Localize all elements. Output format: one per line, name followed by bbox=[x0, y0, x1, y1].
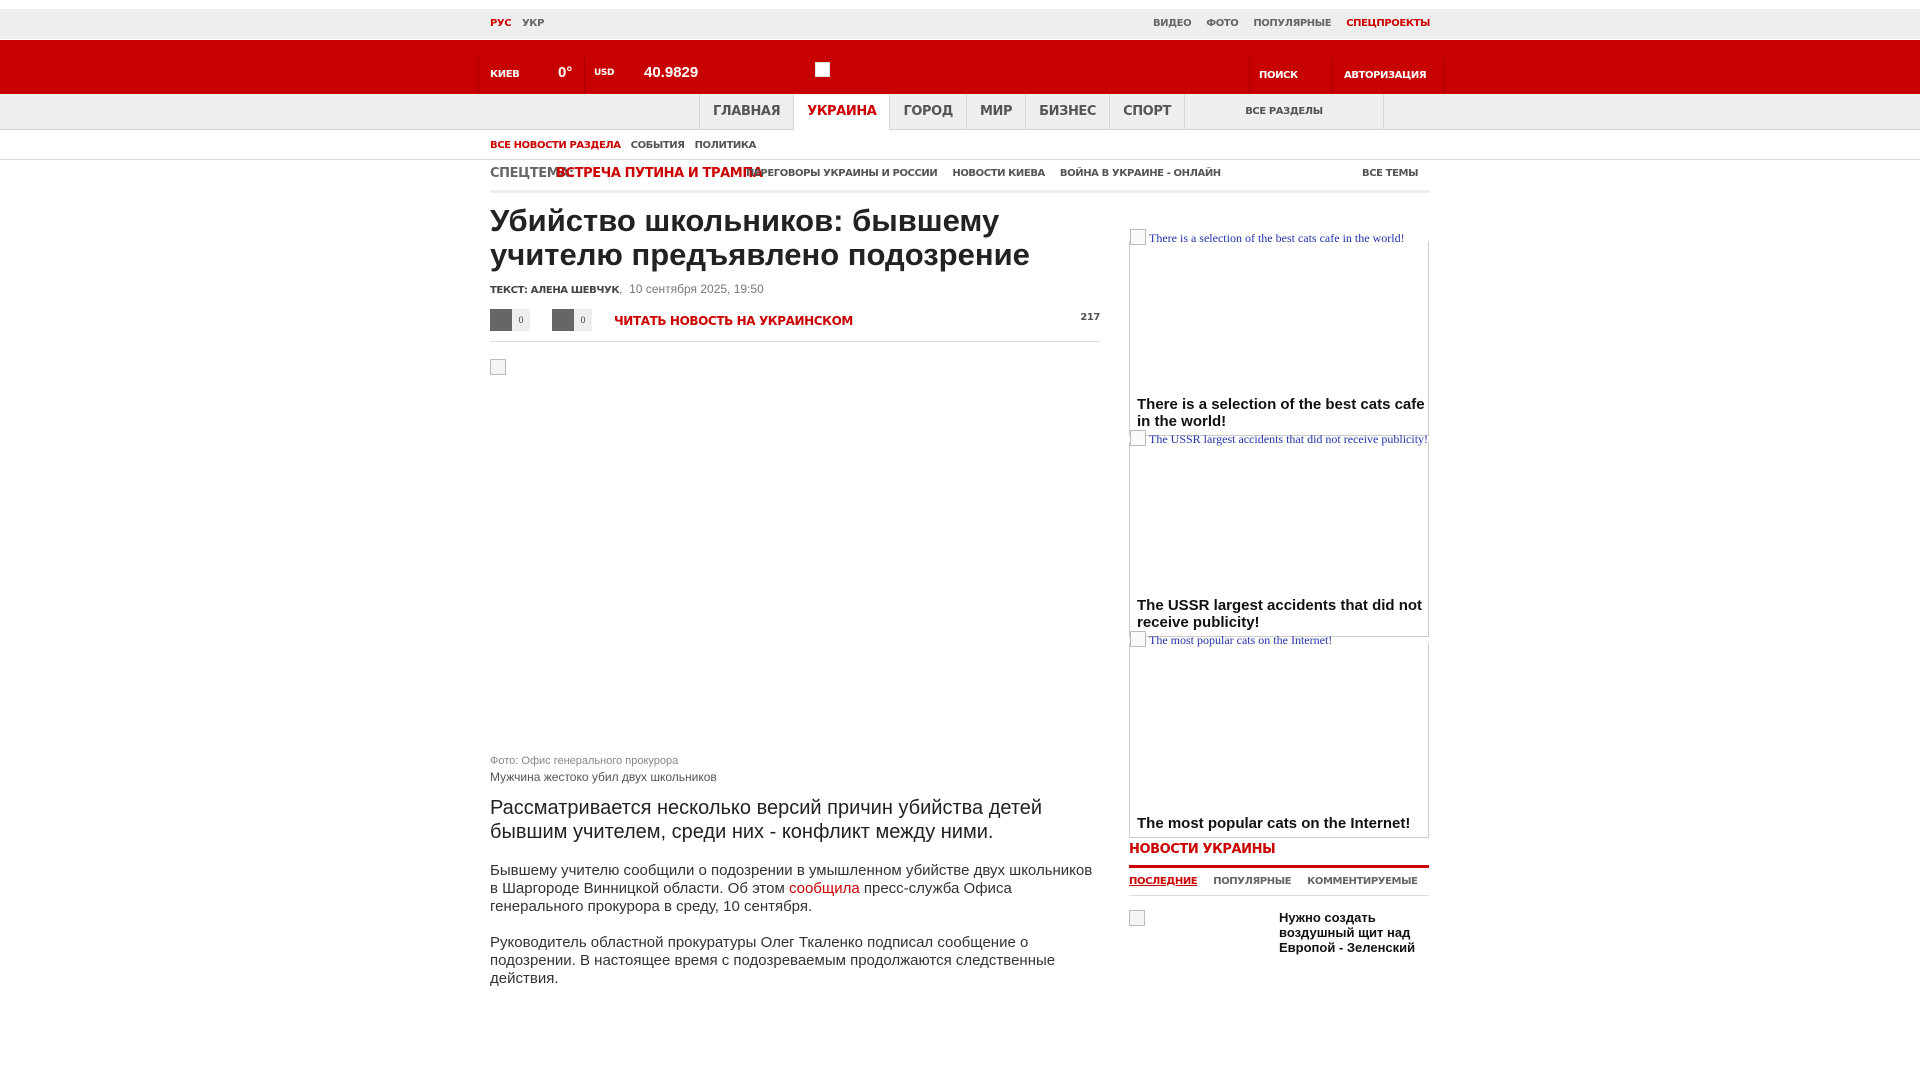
nav-item-city[interactable]: ГОРОД bbox=[889, 94, 966, 130]
news-box-heading[interactable]: НОВОСТИ УКРАИНЫ bbox=[1129, 842, 1429, 868]
promo-card[interactable] bbox=[1129, 432, 1429, 637]
topic-link-kyiv-news[interactable]: НОВОСТИ КИЕВА bbox=[952, 168, 1045, 179]
all-topics-link[interactable]: ВСЕ ТЕМЫ bbox=[1362, 168, 1419, 179]
currency-rate: 40.9829 bbox=[644, 64, 699, 81]
share-count: 0 bbox=[574, 309, 592, 331]
promo-title[interactable]: The most popular cats on the Internet! bbox=[1137, 815, 1411, 832]
topic-link-war-online[interactable]: ВОЙНА В УКРАИНЕ - ОНЛАЙН bbox=[1059, 168, 1221, 179]
promo-title[interactable]: There is a selection of the best cats cafe in the world! bbox=[1137, 396, 1425, 430]
special-topics-bar bbox=[490, 160, 1430, 193]
topic-link-negotiations[interactable]: ПЕРЕГОВОРЫ УКРАИНЫ И РОССИИ bbox=[746, 168, 938, 179]
video-link[interactable]: ВИДЕО bbox=[1152, 18, 1192, 29]
currency-label: USD bbox=[594, 68, 615, 78]
twitter-share-icon[interactable] bbox=[552, 309, 574, 331]
read-in-ukrainian-link[interactable]: ЧИТАТЬ НОВОСТЬ НА УКРАИНСКОМ bbox=[614, 314, 853, 328]
subnav-events[interactable]: СОБЫТИЯ bbox=[630, 140, 685, 151]
nav-all-sections[interactable]: ВСЕ РАЗДЕЛЫ bbox=[1184, 94, 1384, 130]
city-label: КИЕВ bbox=[490, 69, 520, 80]
source-link[interactable]: сообщила bbox=[788, 880, 860, 897]
list-item[interactable] bbox=[1129, 910, 1429, 970]
search-link[interactable]: ПОИСК bbox=[1259, 70, 1298, 81]
news-thumbnail[interactable] bbox=[1129, 910, 1145, 926]
article-photo bbox=[490, 359, 1100, 749]
tab-commented[interactable]: КОММЕНТИРУЕМЫЕ bbox=[1307, 876, 1418, 887]
lang-ua-link[interactable]: УКР bbox=[522, 18, 545, 29]
article-actions bbox=[490, 309, 1100, 342]
lang-ru-link[interactable]: РУС bbox=[490, 18, 512, 29]
promo-card[interactable] bbox=[1129, 231, 1429, 436]
tab-latest[interactable]: ПОСЛЕДНИЕ bbox=[1129, 876, 1198, 887]
nav-item-main[interactable]: ГЛАВНАЯ bbox=[699, 94, 793, 130]
promo-title[interactable]: The USSR largest accidents that did not receive publicity! bbox=[1137, 597, 1423, 631]
article-paragraph: Руководитель областной прокуратуры Олег Ткаленко подписал сообщение о подозрении. В настоящее время с подозреваемым продолжаются следственные действия. bbox=[490, 934, 1056, 987]
popular-link[interactable]: ПОПУЛЯРНЫЕ bbox=[1253, 18, 1332, 29]
article-meta: ТЕКСТ: АЛЕНА ШЕВЧУК, 10 сентября 2025, 19:50 bbox=[490, 282, 764, 296]
news-title[interactable]: Нужно создать воздушный щит над Европой - Зеленский bbox=[1279, 910, 1416, 955]
view-count: 217 bbox=[1080, 312, 1100, 323]
site-header bbox=[0, 40, 1920, 94]
subnav-all-news[interactable]: ВСЕ НОВОСТИ РАЗДЕЛА bbox=[490, 140, 621, 151]
special-topic-link[interactable]: ВСТРЕЧА ПУТИНА И ТРАМПА bbox=[556, 166, 763, 181]
nav-item-business[interactable]: БИЗНЕС bbox=[1025, 94, 1109, 130]
photo-link[interactable]: ФОТО bbox=[1206, 18, 1239, 29]
special-topic-label: СПЕЦТЕМА: bbox=[490, 166, 574, 181]
share-count: 0 bbox=[512, 309, 530, 331]
subnav-politics[interactable]: ПОЛИТИКА bbox=[694, 140, 757, 151]
nav-item-world[interactable]: МИР bbox=[966, 94, 1025, 130]
nav-item-sport[interactable]: СПОРТ bbox=[1109, 94, 1184, 130]
photo-caption: Мужчина жестоко убил двух школьников bbox=[490, 770, 717, 784]
temperature: 0° bbox=[558, 64, 573, 81]
tab-popular[interactable]: ПОПУЛЯРНЫЕ bbox=[1213, 876, 1292, 887]
specprojects-link[interactable]: СПЕЦПРОЕКТЫ bbox=[1346, 18, 1430, 29]
top-bar bbox=[0, 9, 1920, 39]
article-author[interactable]: ТЕКСТ: АЛЕНА ШЕВЧУК bbox=[490, 285, 620, 296]
article-date: 10 сентября 2025, 19:50 bbox=[629, 282, 764, 296]
broken-image-icon bbox=[490, 359, 506, 375]
section-subnav bbox=[0, 131, 1920, 160]
main-nav bbox=[0, 94, 1920, 130]
article-lead: Рассматривается несколько версий причин убийства детей бывшим учителем, среди них - конфликт между ними. bbox=[490, 797, 1043, 843]
facebook-share-icon[interactable] bbox=[490, 309, 512, 331]
photo-source: Фото: Офис генерального прокурора bbox=[490, 755, 679, 767]
promo-image[interactable]: There is a selection of the best cats cafe in the world! bbox=[1130, 229, 1430, 246]
site-logo[interactable] bbox=[815, 62, 830, 77]
article-paragraph: Бывшему учителю сообщили о подозрении в умышленном убийстве двух школьников в Шаргороде Винницкой области. Об этом сообщила пресс-служба Офиса генерального прокурора в среду, 10 сентября. bbox=[490, 862, 1093, 915]
login-link[interactable]: АВТОРИЗАЦИЯ bbox=[1344, 70, 1427, 81]
article-title: Убийство школьников: бывшему учителю предъявлено подозрение bbox=[490, 203, 1030, 272]
promo-image[interactable]: The most popular cats on the Internet! bbox=[1130, 631, 1430, 648]
article bbox=[490, 203, 1100, 987]
ukraine-news-box bbox=[1129, 842, 1429, 970]
promo-card[interactable] bbox=[1129, 633, 1429, 838]
nav-item-ukraine[interactable]: УКРАИНА bbox=[793, 94, 889, 131]
promo-image[interactable]: The USSR largest accidents that did not receive publicity! bbox=[1130, 430, 1430, 447]
